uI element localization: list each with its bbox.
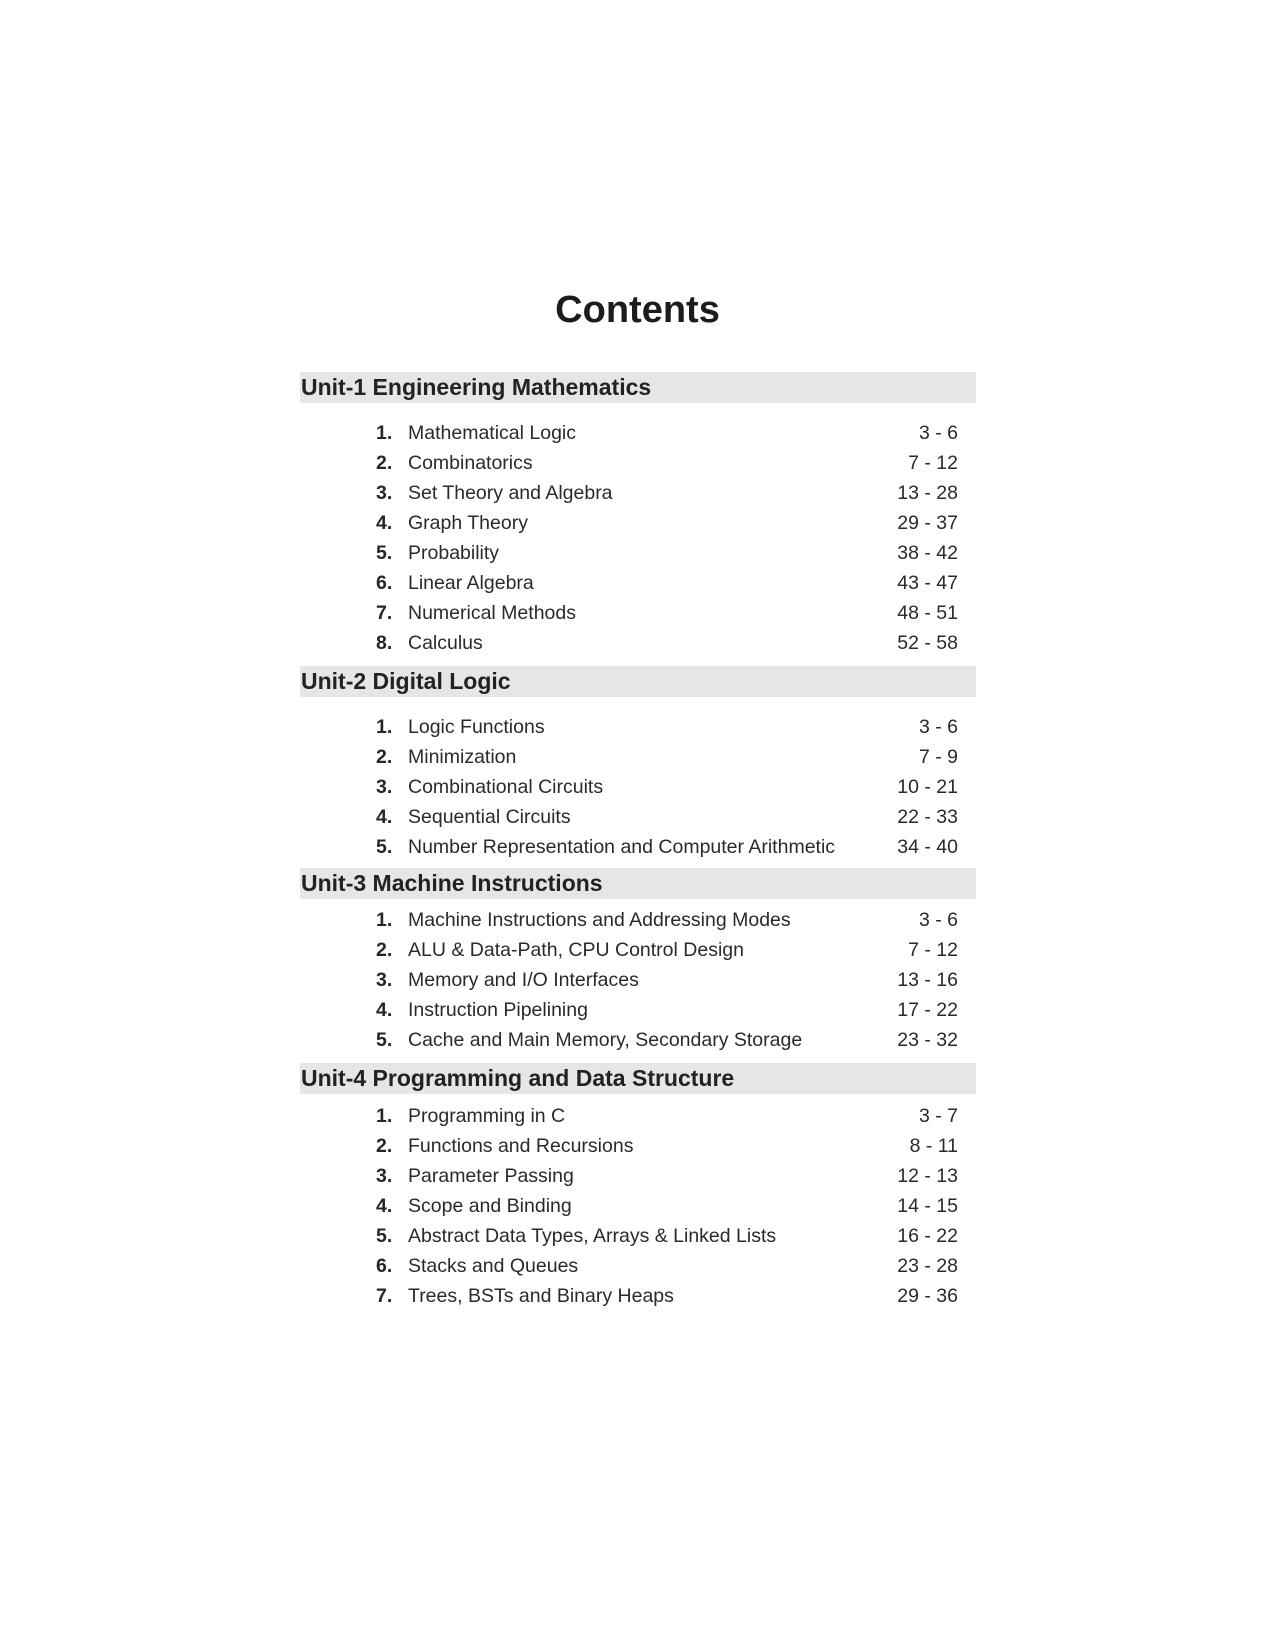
entry-number: 5. xyxy=(376,541,393,564)
entry-pages: 3 - 6 xyxy=(918,715,958,738)
toc-entry[interactable] xyxy=(300,905,976,935)
entry-number: 1. xyxy=(376,908,393,931)
entry-pages: 29 - 37 xyxy=(897,511,958,534)
toc-entry[interactable] xyxy=(300,1191,976,1221)
entry-pages: 23 - 28 xyxy=(897,1254,958,1277)
entry-pages: 29 - 36 xyxy=(897,1284,958,1307)
unit-heading[interactable]: Unit-1 Engineering Mathematics xyxy=(301,374,652,400)
entry-title[interactable]: Mathematical Logic xyxy=(408,421,576,444)
entry-number: 7. xyxy=(376,1284,393,1307)
entry-number: 6. xyxy=(376,571,393,594)
unit-heading-bar xyxy=(300,666,976,697)
toc-entry[interactable] xyxy=(300,712,976,742)
toc-entry[interactable] xyxy=(300,995,976,1025)
entry-pages: 38 - 42 xyxy=(897,541,958,564)
entry-title[interactable]: Functions and Recursions xyxy=(408,1134,634,1157)
entry-title[interactable]: Numerical Methods xyxy=(408,601,576,624)
entry-number: 4. xyxy=(376,998,393,1021)
entry-pages: 16 - 22 xyxy=(897,1224,958,1247)
unit-heading-bar xyxy=(300,372,976,403)
entry-pages: 10 - 21 xyxy=(897,775,958,798)
entry-title[interactable]: Number Representation and Computer Arithmetic xyxy=(408,835,836,858)
entry-number: 4. xyxy=(376,511,393,534)
entry-pages: 3 - 6 xyxy=(918,908,958,931)
unit-heading[interactable]: Unit-2 Digital Logic xyxy=(301,668,511,694)
entry-number: 3. xyxy=(376,481,393,504)
entry-title[interactable]: Minimization xyxy=(408,745,517,768)
unit-section-3 xyxy=(300,868,976,1055)
entry-number: 2. xyxy=(376,745,393,768)
unit-items xyxy=(300,418,976,658)
entry-pages: 12 - 13 xyxy=(897,1164,958,1187)
entry-title[interactable]: Memory and I/O Interfaces xyxy=(408,968,639,991)
toc-entry[interactable] xyxy=(300,478,976,508)
unit-section-1 xyxy=(300,372,976,658)
entry-title[interactable]: Calculus xyxy=(408,631,483,654)
entry-number: 7. xyxy=(376,601,393,624)
toc-entry[interactable] xyxy=(300,772,976,802)
unit-items xyxy=(300,1101,976,1311)
entry-number: 2. xyxy=(376,451,393,474)
unit-heading[interactable]: Unit-3 Machine Instructions xyxy=(301,870,603,896)
entry-pages: 52 - 58 xyxy=(897,631,958,654)
entry-number: 6. xyxy=(376,1254,393,1277)
entry-number: 5. xyxy=(376,1028,393,1051)
unit-heading-bar xyxy=(300,868,976,899)
entry-title[interactable]: Stacks and Queues xyxy=(408,1254,579,1277)
unit-heading-bar xyxy=(300,1063,976,1094)
entry-title[interactable]: Sequential Circuits xyxy=(408,805,571,828)
toc-entry[interactable] xyxy=(300,935,976,965)
entry-pages: 22 - 33 xyxy=(897,805,958,828)
entry-title[interactable]: Combinational Circuits xyxy=(408,775,604,798)
entry-title[interactable]: Machine Instructions and Addressing Modes xyxy=(408,908,791,931)
entry-number: 5. xyxy=(376,1224,393,1247)
entry-pages: 17 - 22 xyxy=(897,998,958,1021)
entry-title[interactable]: Probability xyxy=(408,541,500,564)
entry-pages: 48 - 51 xyxy=(897,601,958,624)
unit-heading[interactable]: Unit-4 Programming and Data Structure xyxy=(301,1065,735,1091)
entry-title[interactable]: Scope and Binding xyxy=(408,1194,572,1217)
entry-title[interactable]: Linear Algebra xyxy=(408,571,534,594)
entry-pages: 13 - 28 xyxy=(897,481,958,504)
toc-entry[interactable] xyxy=(300,1025,976,1055)
toc-entry[interactable] xyxy=(300,538,976,568)
entry-number: 2. xyxy=(376,938,393,961)
toc-entry[interactable] xyxy=(300,418,976,448)
unit-items xyxy=(300,712,976,862)
unit-section-2 xyxy=(300,666,976,862)
toc-entry[interactable] xyxy=(300,568,976,598)
toc-entry[interactable] xyxy=(300,628,976,658)
entry-pages: 34 - 40 xyxy=(897,835,958,858)
toc-entry[interactable] xyxy=(300,742,976,772)
toc-entry[interactable] xyxy=(300,508,976,538)
entry-pages: 13 - 16 xyxy=(897,968,958,991)
entry-pages: 8 - 11 xyxy=(909,1134,958,1157)
entry-title[interactable]: Instruction Pipelining xyxy=(408,998,588,1021)
toc-entry[interactable] xyxy=(300,1221,976,1251)
entry-title[interactable]: Abstract Data Types, Arrays & Linked Lists xyxy=(408,1224,777,1247)
entry-title[interactable]: Trees, BSTs and Binary Heaps xyxy=(408,1284,674,1307)
toc-entry[interactable] xyxy=(300,832,976,862)
toc-entry[interactable] xyxy=(300,598,976,628)
entry-number: 1. xyxy=(376,1104,393,1127)
entry-number: 1. xyxy=(376,715,393,738)
entry-title[interactable]: Cache and Main Memory, Secondary Storage xyxy=(408,1028,803,1051)
unit-section-4 xyxy=(300,1063,976,1311)
entry-pages: 23 - 32 xyxy=(897,1028,958,1051)
entry-number: 3. xyxy=(376,1164,393,1187)
entry-title[interactable]: Logic Functions xyxy=(408,715,545,738)
entry-pages: 7 - 12 xyxy=(908,451,958,474)
entry-pages: 3 - 7 xyxy=(918,1104,958,1127)
toc-entry[interactable] xyxy=(300,1161,976,1191)
entry-number: 1. xyxy=(376,421,393,444)
entry-title[interactable]: Set Theory and Algebra xyxy=(408,481,613,504)
entry-number: 4. xyxy=(376,1194,393,1217)
entry-pages: 14 - 15 xyxy=(897,1194,958,1217)
entry-pages: 7 - 12 xyxy=(908,938,958,961)
unit-items xyxy=(300,905,976,1055)
entry-pages: 7 - 9 xyxy=(918,745,958,768)
entry-pages: 43 - 47 xyxy=(897,571,958,594)
toc-entry[interactable] xyxy=(300,1251,976,1281)
entry-title[interactable]: Combinatorics xyxy=(408,451,533,474)
entry-title[interactable]: Parameter Passing xyxy=(408,1164,574,1187)
entry-title[interactable]: Graph Theory xyxy=(408,511,528,534)
entry-number: 4. xyxy=(376,805,393,828)
toc-entry[interactable] xyxy=(300,1131,976,1161)
toc-entry[interactable] xyxy=(300,802,976,832)
toc-entry[interactable] xyxy=(300,1281,976,1311)
page-title: Contents xyxy=(555,289,720,331)
toc-entry[interactable] xyxy=(300,965,976,995)
entry-number: 3. xyxy=(376,968,393,991)
entry-pages: 3 - 6 xyxy=(918,421,958,444)
toc-entry[interactable] xyxy=(300,448,976,478)
entry-number: 5. xyxy=(376,835,393,858)
toc-entry[interactable] xyxy=(300,1101,976,1131)
entry-number: 3. xyxy=(376,775,393,798)
entry-number: 8. xyxy=(376,631,393,654)
entry-title[interactable]: ALU & Data-Path, CPU Control Design xyxy=(408,938,744,961)
entry-title[interactable]: Programming in C xyxy=(408,1104,566,1127)
entry-number: 2. xyxy=(376,1134,393,1157)
